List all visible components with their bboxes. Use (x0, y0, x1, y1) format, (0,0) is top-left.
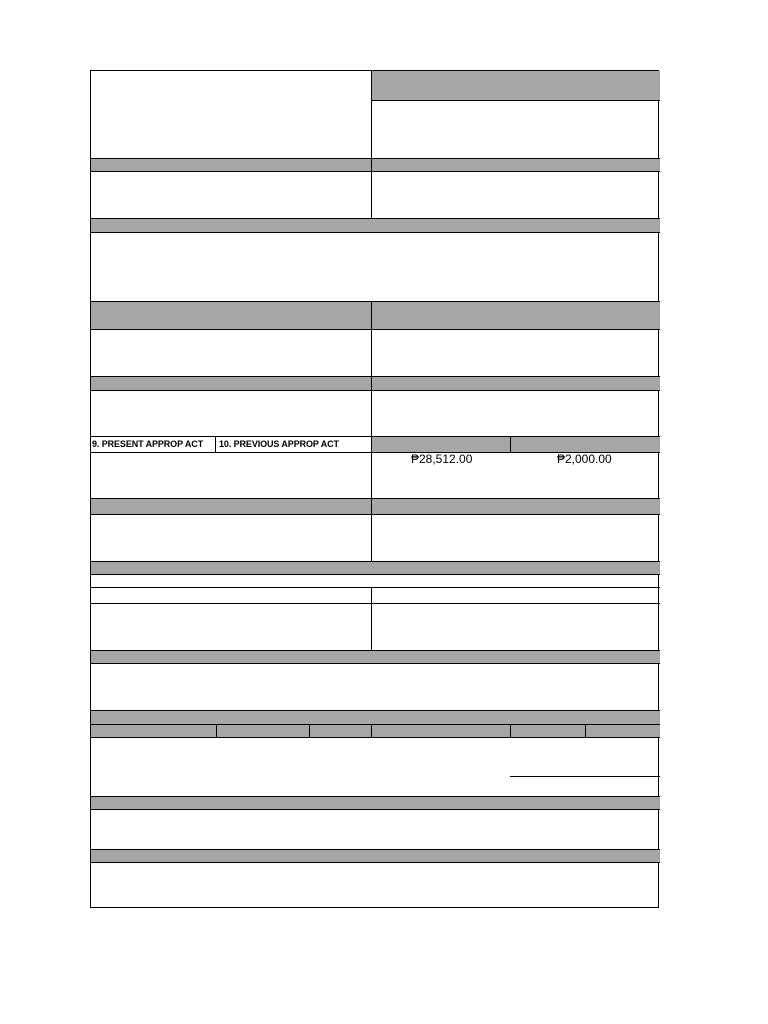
header-band-row-7-left (91, 302, 372, 329)
approp-divider (510, 437, 511, 452)
header-band-row-7-right (372, 302, 660, 329)
rule (91, 724, 660, 725)
header-band-row-9-right (372, 437, 660, 452)
rule (91, 376, 660, 377)
rule (372, 100, 660, 101)
rule (91, 862, 660, 863)
column-divider (371, 725, 372, 737)
rule (91, 498, 660, 499)
previous-approp-amount: ₱2,000.00 (557, 452, 612, 466)
column-divider (510, 725, 511, 737)
header-band-row-8-right (372, 377, 660, 390)
rule (91, 737, 660, 738)
rule (91, 436, 660, 437)
header-band-row-8-left (91, 377, 372, 390)
rule (91, 218, 660, 219)
rule (91, 710, 660, 711)
rule (91, 171, 660, 172)
header-band-row-15 (91, 651, 660, 663)
header-band-row-13 (91, 561, 660, 574)
header-band-row-11-right (372, 499, 660, 514)
header-band-row-3-right (372, 159, 660, 171)
rule (91, 796, 660, 797)
header-band-row-5 (91, 219, 660, 233)
rule (91, 603, 660, 604)
rule (91, 514, 660, 515)
header-band-row-3-left (91, 159, 372, 171)
rule (91, 809, 660, 810)
rule (91, 390, 660, 391)
header-band-row-17 (91, 711, 660, 725)
rule (91, 663, 660, 664)
rule (91, 561, 660, 562)
column-divider (309, 725, 310, 737)
column-divider (216, 725, 217, 737)
header-band-row-18 (91, 725, 660, 737)
rule (91, 158, 660, 159)
header-band-top-right (372, 71, 660, 101)
rule (91, 232, 660, 233)
rule (91, 849, 660, 850)
center-divider (371, 302, 372, 561)
form-grid (90, 70, 659, 908)
rule (91, 587, 660, 588)
rule (91, 574, 660, 575)
rule (91, 301, 660, 302)
approp-divider (215, 437, 216, 452)
center-divider (371, 71, 372, 219)
center-divider (371, 587, 372, 651)
rule (91, 650, 660, 651)
header-band-row-20 (91, 796, 660, 809)
present-approp-amount: ₱28,512.00 (411, 452, 473, 466)
signature-underline (510, 776, 660, 777)
header-band-row-11-left (91, 499, 372, 514)
header-band-row-22 (91, 849, 660, 863)
previous-approp-act-label: 10. PREVIOUS APPROP ACT (219, 439, 339, 449)
present-approp-act-label: 9. PRESENT APPROP ACT (92, 439, 204, 449)
rule (91, 329, 660, 330)
column-divider (585, 725, 586, 737)
